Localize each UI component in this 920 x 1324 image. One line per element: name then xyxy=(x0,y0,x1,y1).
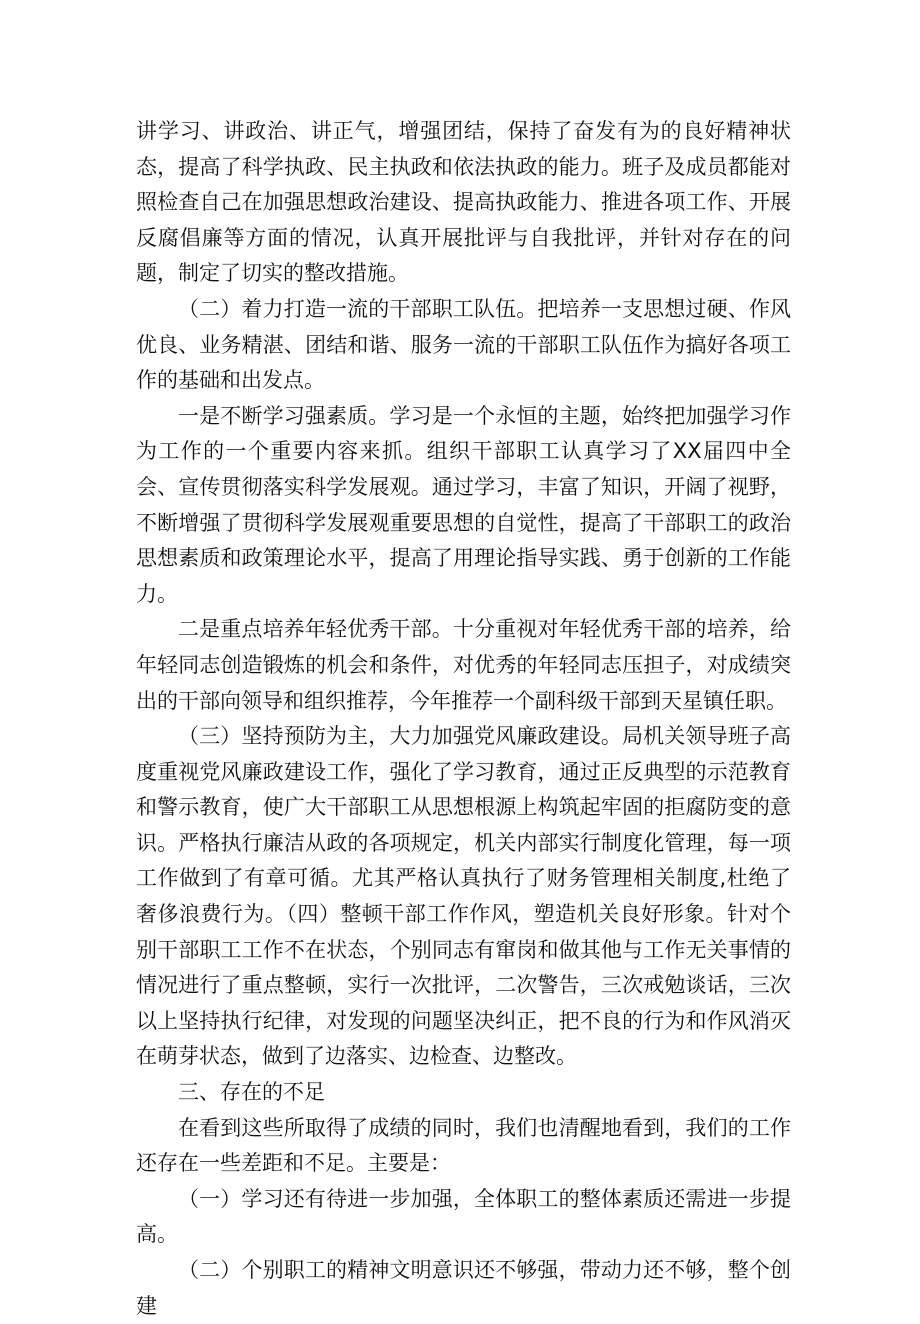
paragraph-2: （二）着力打造一流的干部职工队伍。把培养一支思想过硬、作风优良、业务精湛、团结和谐、服务一流的干部职工队伍作为搞好各项工作的基础和出发点。 xyxy=(136,296,791,393)
paragraph-7: 在看到这些所取得了成绩的同时，我们也清醒地看到，我们的工作还存在一些差距和不足。主要是： xyxy=(136,1115,791,1176)
paragraph-5: （三）坚持预防为主，大力加强党风廉政建设。局机关领导班子高度重视党风廉政建设工作，强化了学习教育，通过正反典型的示范教育和警示教育，使广大干部职工从思想根源上构筑起牢固的拒腐防变的意识。严格执行廉洁从政的各项规定，机关内部实行制度化管理，每一项工作做到了有章可循。尤其严格认真执行了财务管理相关制度,杜绝了奢侈浪费行为。（四）整顿干部工作作风，塑造机关良好形象。针对个别干部职工工作不在状态，个别同志有窜岗和做其他与工作无关事情的情况进行了重点整顿，实行一次批评，二次警告，三次戒勉谈话，三次以上坚持执行纪律，对发现的问题坚决纠正，把不良的行为和作风消灭在萌芽状态，做到了边落实、边检查、边整改。 xyxy=(136,724,791,1069)
paragraph-8: （一）学习还有待进一步加强，全体职工的整体素质还需进一步提高。 xyxy=(136,1186,791,1247)
section-heading-shortcomings: 三、存在的不足 xyxy=(178,1080,325,1105)
document-body xyxy=(136,114,791,1324)
paragraph-3: 一是不断学习强素质。学习是一个永恒的主题，始终把加强学习作为工作的一个重要内容来抓。组织干部职工认真学习了XX届四中全会、宣传贯彻落实科学发展观。通过学习，丰富了知识，开阔了视野，不断增强了贯彻科学发展观重要思想的自觉性，提高了干部职工的政治思想素质和政策理论水平，提高了用理论指导实践、勇于创新的工作能力。 xyxy=(136,403,791,606)
paragraph-4: 二是重点培养年轻优秀干部。十分重视对年轻优秀干部的培养，给年轻同志创造锻炼的机会和条件，对优秀的年轻同志压担子，对成绩突出的干部向领导和组织推荐，今年推荐一个副科级干部到天星镇任职。 xyxy=(136,617,791,713)
paragraph-1: 讲学习、讲政治、讲正气，增强团结，保持了奋发有为的良好精神状态，提高了科学执政、民主执政和依法执政的能力。班子及成员都能对照检查自己在加强思想政治建设、提高执政能力、推进各项工作、开展反腐倡廉等方面的情况，认真开展批评与自我批评，并针对存在的问题，制定了切实的整改措施。 xyxy=(136,119,791,286)
paragraph-9: （二）个别职工的精神文明意识还不够强，带动力还不够，整个创建 xyxy=(136,1258,791,1318)
